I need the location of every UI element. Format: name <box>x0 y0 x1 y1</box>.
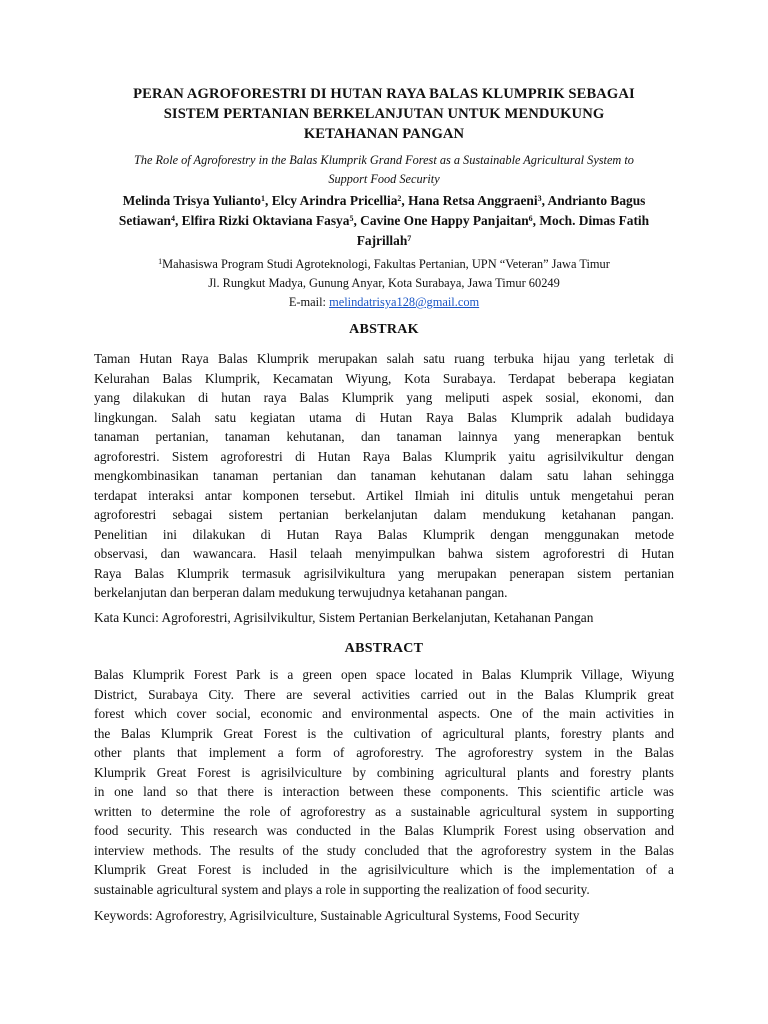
abstract-line: sustainable agricultural system and plays a role in supporting the realization of food security. <box>94 881 590 897</box>
abstract-line: forest which cover social, economic and environmental aspects. One of the main activities in <box>94 706 674 721</box>
email-label: E-mail: <box>288 295 330 309</box>
abstract-line: written to determine the role of agroforestry as a sustainable agricultural system in supporting <box>94 803 674 819</box>
abstract-line: food security. This research was conducted in the Balas Klumprik Forest using observation and <box>94 823 674 838</box>
abstract-line: Klumprik Great Forest is agrisilviculture by combining agricultural plants and forestry plants <box>94 764 674 780</box>
author-affiliation-mark: 6 <box>528 214 533 223</box>
abstract-line: Klumprik Great Forest is included in the agrisilviculture which is the implementation of a <box>94 862 674 877</box>
abstract-line: interview methods. The results of the study concluded that the agroforestry system in the Balas <box>94 842 674 858</box>
author-affiliation-mark: 1 <box>261 194 266 203</box>
abstrak-line: observasi, dan wawancara. Hasil telaah menyimpulkan bahwa sistem agroforestri di Hutan <box>94 546 674 561</box>
paper-subtitle-english <box>86 151 682 189</box>
abstrak-paragraph <box>94 349 674 603</box>
abstrak-line: Penelitian ini dilakukan di Hutan Raya Balas Klumprik dengan menggunakan metode <box>94 526 674 542</box>
affiliation-email-line <box>90 293 678 312</box>
author-name: , Cavine One Happy Panjaitan <box>353 213 529 228</box>
abstrak-line: tanaman pertanian, tanaman kehutanan, dan tanaman lainnya yang menerapkan bentuk <box>94 429 674 444</box>
author-affiliation-mark: 2 <box>397 194 402 203</box>
abstrak-line: agroforestri. Sistem agroforestri di Hutan Raya Balas Klumprik yaitu agrisilvikultur dengan <box>94 448 674 464</box>
author-name: , Andrianto Bagus <box>541 193 646 208</box>
abstrak-line: Raya Balas Klumprik termasuk agrisilvikultura yang merupakan penerapan sistem pertanian <box>94 565 674 581</box>
author-name: , Elfira Rizki Oktaviana Fasya <box>174 213 350 228</box>
abstrak-line: lingkungan. Salah satu kegiatan utama di Hutan Raya Balas Klumprik adalah budidaya <box>94 409 674 425</box>
author-name: , Elcy Arindra Pricellia <box>265 193 398 208</box>
abstract-paragraph <box>94 665 674 899</box>
abstract-line: the Balas Klumprik Great Forest is the cultivation of agricultural plants, forestry plants and <box>94 725 674 741</box>
kata-kunci: Kata Kunci: Agroforestri, Agrisilvikultur, Sistem Pertanian Berkelanjutan, Ketahanan Pangan <box>94 610 594 625</box>
affiliation-address: Jl. Rungkut Madya, Gunung Anyar, Kota Surabaya, Jawa Timur 60249 <box>208 276 560 290</box>
author-name: Fajrillah <box>356 233 408 248</box>
abstrak-line: agroforestri sebagai sistem pertanian berkelanjutan dalam mendukung ketahanan pangan. <box>94 507 674 522</box>
affiliation-line <box>90 255 678 274</box>
affiliation-block <box>90 255 678 312</box>
paper-title <box>90 84 678 144</box>
author-name: , Moch. Dimas Fatih <box>532 213 650 228</box>
abstract-line: in one land so that there is interaction between these components. This scientific article was <box>94 784 674 799</box>
affiliation-institution: Mahasiswa Program Studi Agroteknologi, Fakultas Pertanian, UPN “Veteran” Jawa Timur <box>162 257 610 271</box>
author-line <box>92 211 676 231</box>
abstrak-line: berkelanjutan dan berperan dalam medukung terwujudnya ketahanan pangan. <box>94 585 508 600</box>
title-line: SISTEM PERTANIAN BERKELANJUTAN UNTUK MENDUKUNG <box>163 106 605 122</box>
abstrak-heading: ABSTRAK <box>349 322 419 337</box>
author-affiliation-mark: 5 <box>349 214 354 223</box>
author-line <box>92 191 676 211</box>
abstrak-line: terdapat interaksi antar komponen tersebut. Artikel Ilmiah ini ditulis untuk mengetahui peran <box>94 487 674 503</box>
author-affiliation-mark: 7 <box>407 234 412 243</box>
author-name: Setiawan <box>118 213 171 228</box>
email-link[interactable]: melindatrisya128@gmail.com <box>329 295 480 309</box>
abstract-heading: ABSTRACT <box>344 641 424 656</box>
author-affiliation-mark: 4 <box>170 214 175 223</box>
abstract-line: other plants that implement a form of agroforestry. The agroforestry system in the Balas <box>94 745 674 760</box>
abstract-line: District, Surabaya City. There are several activities carried out in the Balas Klumprik great <box>94 686 674 702</box>
subtitle-line: The Role of Agroforestry in the Balas Klumprik Grand Forest as a Sustainable Agricultural System to <box>134 153 634 167</box>
keywords: Keywords: Agroforestry, Agrisilviculture, Sustainable Agricultural Systems, Food Security <box>94 908 580 923</box>
abstrak-line: Kelurahan Balas Klumprik, Kecamatan Wiyung, Kota Surabaya. Terdapat beberapa kegiatan <box>94 370 674 386</box>
title-line: PERAN AGROFORESTRI DI HUTAN RAYA BALAS KLUMPRIK SEBAGAI <box>133 86 635 102</box>
author-line <box>92 231 676 251</box>
abstrak-line: Taman Hutan Raya Balas Klumprik merupakan salah satu ruang terbuka hijau yang terletak di <box>94 351 674 366</box>
abstract-line: Balas Klumprik Forest Park is a green open space located in Balas Klumprik Village, Wiyung <box>94 667 674 682</box>
author-name: Melinda Trisya Yulianto <box>122 193 262 208</box>
title-line: KETAHANAN PANGAN <box>303 126 465 142</box>
abstrak-line: yang dilakukan di hutan raya Balas Klumprik yang meliputi aspek sosial, ekonomi, dan <box>94 390 674 405</box>
author-name: , Hana Retsa Anggraeni <box>401 193 538 208</box>
author-affiliation-mark: 3 <box>537 194 542 203</box>
affiliation-mark: 1 <box>158 257 163 266</box>
author-list <box>92 191 676 251</box>
abstrak-line: mengkombinasikan tanaman pertanian dan tanaman kehutanan dalam satu lahan sehingga <box>94 468 674 483</box>
subtitle-line: Support Food Security <box>328 172 440 186</box>
